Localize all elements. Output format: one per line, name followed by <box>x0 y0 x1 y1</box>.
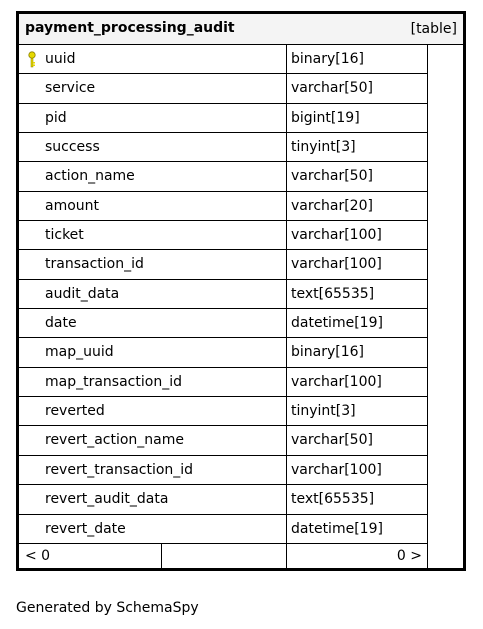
column-type: varchar[100] <box>291 373 382 390</box>
table-name: payment_processing_audit <box>25 20 235 36</box>
column-type: text[65535] <box>291 491 375 508</box>
column-type-cell <box>287 368 428 396</box>
column-name: success <box>45 139 100 156</box>
column-name-cell <box>19 250 287 278</box>
column-type: varchar[100] <box>291 256 382 273</box>
column-name-cell <box>19 309 287 337</box>
column-row <box>19 104 428 133</box>
column-name: date <box>45 315 77 332</box>
column-row <box>19 515 428 544</box>
column-type: tinyint[3] <box>291 403 356 420</box>
column-type: varchar[50] <box>291 80 373 97</box>
column-row <box>19 133 428 162</box>
column-row <box>19 309 428 338</box>
column-type: binary[16] <box>291 51 365 67</box>
children-count: 0 > <box>396 547 422 564</box>
column-name-cell <box>19 338 287 366</box>
footer-spacer-cell <box>162 544 287 569</box>
table-node <box>16 11 466 571</box>
column-type: varchar[100] <box>291 227 382 244</box>
column-name-cell <box>19 485 287 513</box>
column-name-cell <box>19 397 287 425</box>
column-row <box>19 162 428 191</box>
column-type: varchar[50] <box>291 432 373 449</box>
column-row <box>19 456 428 485</box>
generated-by-note: Generated by SchemaSpy <box>16 600 199 616</box>
column-name: pid <box>45 109 67 126</box>
column-row <box>19 426 428 455</box>
column-name-cell <box>19 45 287 73</box>
column-row <box>19 368 428 397</box>
parents-cell <box>19 544 162 569</box>
relationship-footer <box>19 544 428 570</box>
column-type-cell <box>287 485 428 513</box>
column-type: varchar[100] <box>291 461 382 478</box>
column-name-cell <box>19 162 287 190</box>
parents-count: < 0 <box>25 547 51 564</box>
column-name-cell <box>19 456 287 484</box>
column-name-cell <box>19 133 287 161</box>
column-name-cell <box>19 426 287 454</box>
column-name-cell <box>19 221 287 249</box>
column-row <box>19 45 428 74</box>
column-name: revert_action_name <box>45 432 185 449</box>
table-header <box>19 14 464 45</box>
column-type-cell <box>287 397 428 425</box>
column-name: map_uuid <box>45 344 114 361</box>
column-name-cell <box>19 515 287 543</box>
column-name: ticket <box>45 227 84 244</box>
column-type-cell <box>287 221 428 249</box>
column-name: audit_data <box>45 285 120 302</box>
column-type-cell <box>287 250 428 278</box>
column-name-cell <box>19 192 287 220</box>
column-name-cell <box>19 104 287 132</box>
column-type-cell <box>287 456 428 484</box>
column-type-cell <box>287 338 428 366</box>
children-cell <box>287 544 428 569</box>
column-name: action_name <box>45 168 135 185</box>
column-type: varchar[20] <box>291 197 373 214</box>
column-type-cell <box>287 74 428 102</box>
column-type-cell <box>287 45 428 73</box>
column-type-cell <box>287 309 428 337</box>
column-type: datetime[19] <box>291 520 383 537</box>
column-type: binary[16] <box>291 344 365 361</box>
column-name: revert_date <box>45 520 126 537</box>
column-name: revert_transaction_id <box>45 461 194 478</box>
column-type: bigint[19] <box>291 109 360 126</box>
column-row <box>19 74 428 103</box>
column-type-cell <box>287 192 428 220</box>
column-name-cell <box>19 368 287 396</box>
column-type-cell <box>287 426 428 454</box>
primary-key-icon <box>27 51 37 68</box>
column-row <box>19 221 428 250</box>
column-name-cell <box>19 74 287 102</box>
column-type-cell <box>287 515 428 543</box>
column-name-cell <box>19 280 287 308</box>
column-name: transaction_id <box>45 256 144 273</box>
column-row <box>19 250 428 279</box>
column-name: map_transaction_id <box>45 373 182 390</box>
column-type-cell <box>287 133 428 161</box>
column-type: tinyint[3] <box>291 139 356 156</box>
column-type: datetime[19] <box>291 315 383 332</box>
column-name: reverted <box>45 403 105 420</box>
column-row <box>19 397 428 426</box>
column-type-cell <box>287 162 428 190</box>
column-name: amount <box>45 197 100 214</box>
column-type: varchar[50] <box>291 168 373 185</box>
column-name: revert_audit_data <box>45 491 169 508</box>
column-name: service <box>45 80 96 97</box>
column-list <box>19 45 428 570</box>
table-kind-label: [table] <box>410 21 457 37</box>
column-row <box>19 338 428 367</box>
column-row <box>19 192 428 221</box>
column-name: uuid <box>45 51 76 67</box>
column-row <box>19 280 428 309</box>
column-type-cell <box>287 280 428 308</box>
column-type: text[65535] <box>291 285 375 302</box>
column-type-cell <box>287 104 428 132</box>
column-row <box>19 485 428 514</box>
